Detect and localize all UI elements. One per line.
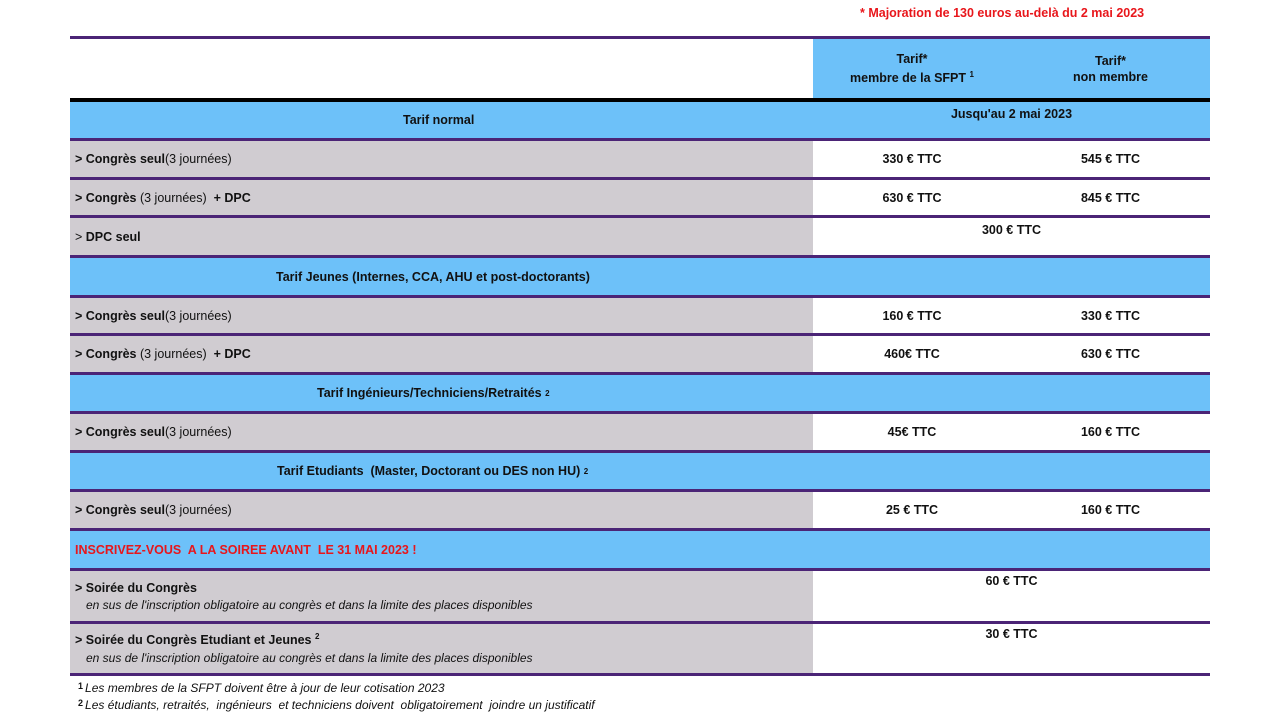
price-nonmember: 630 € TTC [1080,347,1141,361]
table-row [70,568,1210,621]
table-row [70,411,1210,450]
section-etudiants [70,450,1210,489]
header-row [70,36,1210,98]
header-member-line1: Tarif* [896,51,928,66]
row-label-bold: DPC seul [85,229,141,244]
section-jeunes-title: Tarif Jeunes (Internes, CCA, AHU et post-doctorants) [276,269,590,284]
header-nonmember [1011,39,1210,98]
header-member-line2: membre de la SFPT [850,71,967,86]
row-label-bold: > Congrès [75,347,137,361]
row-label-bold: > Congrès seul [75,308,165,323]
row-label-bold: > Congrès seul [75,152,165,166]
section-normal [70,98,1210,138]
row-label [70,571,813,621]
row-label [70,180,813,215]
price-nonmember: 330 € TTC [1080,308,1141,323]
header-member [813,39,1011,98]
header-member-sup: 1 [969,69,974,79]
footnote-1-num: 1 [78,681,84,691]
row-label-rest: (3 journées) [136,190,214,205]
row-label-rest: (3 journées) [136,347,214,361]
price-nonmember: 160 € TTC [1080,503,1141,517]
row-label [70,414,813,450]
row-label-bold: > Congrès [75,190,137,205]
price-all: 60 € TTC [985,574,1038,588]
footnote-1 [78,681,445,695]
table-row [70,177,1210,215]
table-row [70,621,1210,676]
section-jeunes [70,255,1210,295]
section-ingenieurs [70,372,1210,411]
price-nonmember: 160 € TTC [1080,425,1141,439]
surcharge-note: * Majoration de 130 euros au-delà du 2 mai 2023 [860,6,1145,20]
row-label [70,336,813,372]
section-etudiants-title [277,453,588,489]
table-row [70,489,1210,528]
price-all: 30 € TTC [985,627,1038,641]
price-member: 330 € TTC [882,152,942,166]
section-ingenieurs-sup: 2 [545,388,550,398]
header-nonmember-line2: non membre [1072,69,1148,84]
row-label-bold: > Soirée du Congrès Etudiant et Jeunes [75,633,312,648]
table-row [70,333,1210,372]
row-label-rest: (3 journées) [164,425,232,439]
section-soiree [70,528,1210,568]
row-label [70,141,813,177]
row-label [70,624,813,673]
row-label [70,218,813,255]
price-member: 460€ TTC [884,347,940,361]
footnote-2-text: Les étudiants, retraités, ingénieurs et techniciens doivent obligatoirement joindre un justificatif [85,698,595,712]
footnote-2 [78,698,595,712]
table-row [70,215,1210,255]
row-label-bold: > Congrès seul [75,503,165,517]
section-ingenieurs-text: Tarif Ingénieurs/Techniciens/Retraités [317,386,542,400]
row-label-tail: + DPC [213,347,251,361]
row-label-bold: > Congrès seul [75,425,165,439]
section-normal-date: Jusqu'au 2 mai 2023 [950,107,1073,121]
section-etudiants-sup: 2 [583,466,589,476]
row-label [70,298,813,333]
row-label-bold: > Soirée du Congrès [75,580,197,595]
price-nonmember: 845 € TTC [1080,190,1141,205]
row-label-rest: (3 journées) [164,152,232,166]
price-nonmember: 545 € TTC [1080,152,1141,166]
row-label-prefix: > [75,229,86,244]
section-normal-title: Tarif normal [403,113,475,127]
section-soiree-title: INSCRIVEZ-VOUS A LA SOIREE AVANT LE 31 MAI 2023 ! [75,542,417,557]
row-label-tail: + DPC [213,190,251,205]
footnote-1-text: Les membres de la SFPT doivent être à jour de leur cotisation 2023 [85,681,445,695]
price-member: 630 € TTC [882,190,942,205]
row-label-sub: en sus de l'inscription obligatoire au congrès et dans la limite des places disponibles [86,650,533,665]
price-member: 160 € TTC [882,308,942,323]
row-label-rest: (3 journées) [164,503,232,517]
price-member: 25 € TTC [885,503,939,517]
price-all: 300 € TTC [981,223,1042,237]
row-label [70,492,813,528]
row-label-sub: en sus de l'inscription obligatoire au congrès et dans la limite des places disponibles [86,597,533,612]
row-label-sup: 2 [315,632,320,642]
section-ingenieurs-title [317,375,550,411]
header-nonmember-line1: Tarif* [1094,53,1127,68]
footnote-2-num: 2 [78,698,84,708]
table-row [70,295,1210,333]
pricing-table [70,36,1210,676]
section-etudiants-text: Tarif Etudiants (Master, Doctorant ou DES non HU) [277,464,581,478]
price-member: 45€ TTC [887,425,937,439]
table-row [70,138,1210,177]
row-label-rest: (3 journées) [164,308,232,323]
